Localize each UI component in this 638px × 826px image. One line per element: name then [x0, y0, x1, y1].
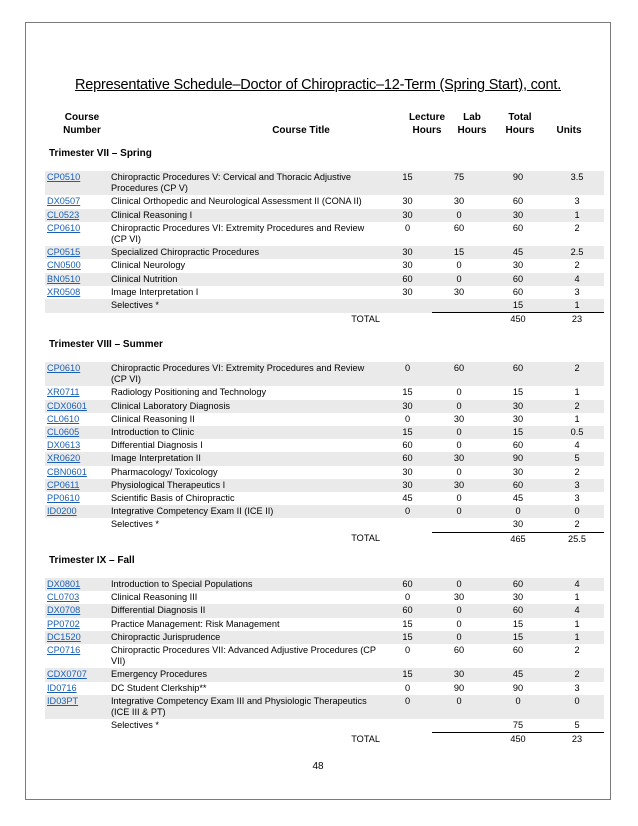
table-row	[45, 505, 604, 518]
section-heading-trimester-vii: Trimester VII – Spring	[49, 148, 152, 159]
course-code-link[interactable]: DC1520	[45, 631, 109, 644]
total-hours: 60	[512, 222, 524, 233]
course-title: Selectives *	[111, 720, 160, 731]
lab-hours: 30	[453, 196, 465, 207]
lecture-hours: 30	[402, 286, 413, 297]
course-title: Emergency Procedures	[109, 668, 383, 681]
total-hours: 60	[486, 604, 550, 617]
lecture-hours: 0	[383, 362, 432, 386]
lab-hours	[432, 518, 486, 532]
total-hours: 450	[486, 733, 550, 747]
total-hours: 60	[512, 286, 524, 297]
total-hours: 15	[486, 631, 550, 644]
empty-cell	[383, 313, 432, 327]
lab-hours: 15	[432, 246, 486, 259]
units: 3.5	[550, 171, 604, 195]
lecture-hours: 60	[402, 440, 413, 451]
course-code-link[interactable]: CL0703	[47, 592, 80, 603]
total-hours: 90	[486, 452, 550, 465]
course-title: Differential Diagnosis II	[109, 604, 383, 617]
table-row	[45, 222, 604, 246]
lab-hours: 60	[432, 362, 486, 386]
lab-hours: 0	[456, 440, 462, 451]
total-hours: 30	[512, 519, 524, 530]
lecture-hours	[383, 518, 432, 532]
lab-hours: 30	[432, 452, 486, 465]
lab-hours: 0	[432, 578, 486, 591]
lab-hours: 30	[432, 479, 486, 492]
empty-cell	[45, 532, 109, 546]
table-row	[45, 682, 604, 695]
total-hours: 60	[486, 479, 550, 492]
course-code-link[interactable]: CDX0707	[45, 668, 109, 681]
total-hours: 465	[486, 532, 550, 546]
table-row	[45, 400, 604, 413]
course-code-link[interactable]: ID0716	[47, 682, 77, 693]
units: 3	[574, 196, 580, 207]
document-page	[25, 22, 611, 800]
lecture-hours: 0	[383, 695, 432, 719]
lab-hours: 0	[432, 209, 486, 222]
table-row	[45, 479, 604, 492]
lab-hours: 30	[453, 413, 465, 424]
course-title: Clinical Laboratory Diagnosis	[109, 400, 383, 413]
total-row	[45, 532, 604, 546]
course-title: DC Student Clerkship**	[111, 682, 207, 693]
units: 2	[574, 222, 580, 233]
lecture-hours: 30	[402, 260, 413, 271]
header-lab-hours: Lab Hours	[457, 112, 487, 136]
table-row	[45, 631, 604, 644]
table-row	[45, 273, 604, 286]
course-code-link[interactable]: DX0708	[45, 604, 109, 617]
course-code-link[interactable]: CL0523	[45, 209, 109, 222]
course-title: Practice Management: Risk Management	[111, 618, 280, 629]
lecture-hours: 45	[402, 493, 413, 504]
schedule-table-trimester-viii	[45, 362, 604, 546]
units: 4	[574, 440, 580, 451]
lecture-hours: 60	[383, 578, 432, 591]
lecture-hours: 30	[383, 209, 432, 222]
course-code-link[interactable]: CN0500	[47, 260, 81, 271]
units: 1	[574, 592, 580, 603]
section-heading-trimester-viii: Trimester VIII – Summer	[49, 339, 163, 350]
course-code-link[interactable]: XR0711	[47, 387, 80, 398]
course-title: Radiology Positioning and Technology	[111, 387, 267, 398]
lab-hours: 0	[432, 505, 486, 518]
course-title: Clinical Nutrition	[109, 273, 383, 286]
total-hours: 0	[486, 695, 550, 719]
table-row	[45, 362, 604, 386]
course-code-link	[45, 719, 109, 733]
total-hours: 15	[512, 618, 524, 629]
lecture-hours: 15	[383, 631, 432, 644]
lecture-hours: 30	[383, 479, 432, 492]
total-hours: 30	[512, 260, 524, 271]
course-code-link[interactable]: DX0801	[45, 578, 109, 591]
total-hours: 30	[512, 592, 524, 603]
course-code-link[interactable]: CP0515	[45, 246, 109, 259]
units: 1	[574, 413, 580, 424]
table-row	[45, 492, 604, 505]
lecture-hours: 30	[383, 400, 432, 413]
total-hours: 60	[512, 645, 524, 656]
lab-hours: 0	[432, 695, 486, 719]
course-code-link[interactable]: PP0702	[47, 618, 80, 629]
course-code-link[interactable]: CP0510	[45, 171, 109, 195]
lecture-hours: 60	[383, 452, 432, 465]
units: 0	[550, 505, 604, 518]
course-code-link[interactable]: BN0510	[45, 273, 109, 286]
table-row	[45, 286, 604, 299]
table-row	[45, 259, 604, 272]
units: 5	[550, 452, 604, 465]
total-hours: 45	[512, 493, 524, 504]
lab-hours: 0	[432, 604, 486, 617]
units: 0.5	[550, 426, 604, 439]
total-units: 23	[550, 733, 604, 747]
table-row	[45, 719, 604, 733]
empty-cell	[45, 733, 109, 747]
total-hours: 60	[512, 440, 524, 451]
total-hours: 30	[512, 413, 524, 424]
lecture-hours: 30	[383, 246, 432, 259]
table-row	[45, 591, 604, 604]
empty-cell	[383, 733, 432, 747]
course-code-link[interactable]: XR0620	[45, 452, 109, 465]
header-lecture-hours: Lecture Hours	[408, 112, 446, 136]
section-heading-trimester-ix: Trimester IX – Fall	[49, 555, 135, 566]
lab-hours: 60	[453, 222, 465, 233]
lab-hours: 0	[456, 260, 462, 271]
total-hours: 45	[486, 246, 550, 259]
table-row	[45, 246, 604, 259]
course-title: Clinical Reasoning I	[109, 209, 383, 222]
lecture-hours: 30	[402, 196, 413, 207]
lab-hours: 0	[456, 466, 462, 477]
table-row	[45, 466, 604, 479]
course-title: Chiropractic Procedures V: Cervical and Thoracic Adjustive Procedures (CP V)	[109, 171, 383, 195]
course-title: Clinical Reasoning III	[111, 592, 198, 603]
course-title: Selectives *	[111, 519, 160, 530]
course-code-link[interactable]: ID0200	[45, 505, 109, 518]
units: 2	[574, 260, 580, 271]
units: 1	[550, 299, 604, 313]
schedule-table-trimester-vii	[45, 171, 604, 326]
course-title: Image Interpretation I	[111, 286, 199, 297]
course-title: Physiological Therapeutics I	[109, 479, 383, 492]
course-title: Pharmacology/ Toxicology	[111, 466, 218, 477]
total-label: TOTAL	[109, 313, 383, 327]
total-hours: 30	[486, 209, 550, 222]
units: 5	[574, 720, 580, 731]
units: 4	[550, 604, 604, 617]
units: 2	[550, 362, 604, 386]
course-code-link[interactable]: CP0610	[45, 362, 109, 386]
lecture-hours: 0	[404, 222, 411, 233]
table-row	[45, 578, 604, 591]
header-total-hours: Total Hours	[505, 112, 535, 136]
course-title: Introduction to Clinic	[109, 426, 383, 439]
course-title: Chiropractic Procedures VI: Extremity Procedures and Review (CP VI)	[109, 362, 383, 386]
table-row	[45, 299, 604, 313]
course-code-link[interactable]: XR0508	[47, 286, 81, 297]
total-hours: 75	[512, 720, 524, 731]
lab-hours: 30	[453, 286, 465, 297]
course-code-link[interactable]: DX0507	[47, 196, 81, 207]
course-code-link[interactable]: CP0716	[47, 645, 81, 656]
total-label: TOTAL	[109, 733, 383, 747]
lecture-hours: 60	[383, 604, 432, 617]
total-hours: 45	[486, 668, 550, 681]
total-units: 23	[550, 313, 604, 327]
lab-hours: 60	[453, 645, 465, 656]
course-code-link[interactable]: CP0610	[47, 222, 81, 233]
table-row	[45, 604, 604, 617]
course-title: Chiropractic Procedures VI: Extremity Procedures and Review (CP VI)	[111, 222, 365, 245]
table-row	[45, 426, 604, 439]
empty-cell	[432, 733, 486, 747]
lab-hours: 0	[456, 493, 462, 504]
course-code-link[interactable]: CP0611	[45, 479, 109, 492]
lecture-hours: 0	[383, 505, 432, 518]
course-code-link[interactable]: CBN0601	[47, 466, 87, 477]
course-title: Integrative Competency Exam III and Physiologic Therapeutics (ICE III & PT)	[109, 695, 383, 719]
lab-hours: 0	[432, 631, 486, 644]
total-hours: 450	[486, 313, 550, 327]
total-hours: 90	[486, 171, 550, 195]
course-code-link	[45, 299, 109, 313]
units: 1	[574, 618, 580, 629]
course-title: Introduction to Special Populations	[109, 578, 383, 591]
lab-hours: 0	[456, 618, 462, 629]
table-row	[45, 439, 604, 452]
lecture-hours: 60	[383, 273, 432, 286]
course-code-link[interactable]: CL0610	[47, 413, 80, 424]
total-row	[45, 733, 604, 747]
lecture-hours: 0	[404, 413, 411, 424]
header-course-title: Course Title	[272, 125, 330, 136]
total-units: 25.5	[550, 532, 604, 546]
course-title: Clinical Reasoning II	[111, 413, 195, 424]
table-row	[45, 195, 604, 208]
header-units: Units	[556, 125, 582, 136]
course-code-link[interactable]: DX0613	[47, 440, 81, 451]
table-row	[45, 452, 604, 465]
course-title: Image Interpretation II	[109, 452, 383, 465]
lab-hours: 0	[456, 387, 462, 398]
lecture-hours	[383, 299, 432, 313]
total-row	[45, 313, 604, 327]
page-number: 48	[312, 761, 324, 772]
table-row	[45, 518, 604, 532]
units: 4	[550, 578, 604, 591]
empty-cell	[432, 313, 486, 327]
lecture-hours: 15	[402, 618, 413, 629]
lab-hours: 90	[453, 682, 465, 693]
table-row	[45, 386, 604, 399]
lab-hours	[432, 719, 486, 733]
course-code-link[interactable]: CDX0601	[45, 400, 109, 413]
units: 1	[550, 209, 604, 222]
lab-hours: 0	[432, 400, 486, 413]
units: 2	[550, 400, 604, 413]
units: 3	[574, 493, 580, 504]
total-hours: 15	[512, 387, 524, 398]
total-hours: 90	[512, 682, 524, 693]
lab-hours: 0	[432, 273, 486, 286]
units: 2.5	[550, 246, 604, 259]
course-code-link[interactable]: PP0610	[47, 493, 80, 504]
course-title: Integrative Competency Exam II (ICE II)	[109, 505, 383, 518]
units: 2	[574, 645, 580, 656]
lecture-hours: 15	[383, 171, 432, 195]
course-title: Differential Diagnosis I	[111, 440, 203, 451]
total-hours: 15	[486, 299, 550, 313]
lecture-hours: 15	[383, 668, 432, 681]
header-course-number: Course Number	[63, 112, 101, 136]
total-label: TOTAL	[109, 532, 383, 546]
table-row	[45, 171, 604, 195]
units: 3	[574, 286, 580, 297]
course-code-link	[45, 518, 109, 532]
course-title: Scientific Basis of Chiropractic	[111, 493, 235, 504]
course-title: Clinical Orthopedic and Neurological Assessment II (CONA II)	[111, 196, 362, 207]
table-row	[45, 413, 604, 426]
lab-hours: 30	[432, 668, 486, 681]
units: 4	[550, 273, 604, 286]
lecture-hours: 0	[404, 592, 411, 603]
course-title: Chiropractic Jurisprudence	[109, 631, 383, 644]
course-title: Clinical Neurology	[111, 260, 186, 271]
total-hours: 60	[486, 362, 550, 386]
total-hours: 15	[486, 426, 550, 439]
total-hours: 0	[486, 505, 550, 518]
total-hours: 60	[486, 273, 550, 286]
lab-hours: 0	[432, 426, 486, 439]
units: 3	[550, 479, 604, 492]
lecture-hours: 15	[402, 387, 413, 398]
course-title: Selectives *	[109, 299, 383, 313]
units: 0	[550, 695, 604, 719]
empty-cell	[432, 532, 486, 546]
lab-hours	[432, 299, 486, 313]
page-title: Representative Schedule–Doctor of Chiropractic–12-Term (Spring Start), cont.	[74, 77, 562, 93]
lecture-hours: 30	[402, 466, 413, 477]
lecture-hours	[383, 719, 432, 733]
course-code-link[interactable]: ID03PT	[45, 695, 109, 719]
table-row	[45, 644, 604, 668]
course-title: Specialized Chiropractic Procedures	[109, 246, 383, 259]
total-hours: 30	[512, 466, 524, 477]
lab-hours: 75	[432, 171, 486, 195]
units: 2	[550, 668, 604, 681]
lab-hours: 30	[453, 592, 465, 603]
lecture-hours: 15	[383, 426, 432, 439]
units: 1	[574, 387, 580, 398]
table-row	[45, 695, 604, 719]
total-hours: 60	[486, 578, 550, 591]
table-row	[45, 668, 604, 681]
table-row	[45, 209, 604, 222]
course-title: Chiropractic Procedures VII: Advanced Adjustive Procedures (CP VII)	[111, 645, 376, 667]
total-hours: 60	[512, 196, 524, 207]
empty-cell	[45, 313, 109, 327]
units: 2	[574, 519, 580, 530]
units: 3	[574, 682, 580, 693]
lecture-hours: 0	[404, 645, 411, 656]
table-row	[45, 618, 604, 631]
schedule-table-trimester-ix	[45, 578, 604, 747]
course-code-link[interactable]: CL0605	[45, 426, 109, 439]
empty-cell	[383, 532, 432, 546]
units: 1	[550, 631, 604, 644]
lecture-hours: 0	[404, 682, 411, 693]
units: 2	[574, 466, 580, 477]
total-hours: 30	[486, 400, 550, 413]
